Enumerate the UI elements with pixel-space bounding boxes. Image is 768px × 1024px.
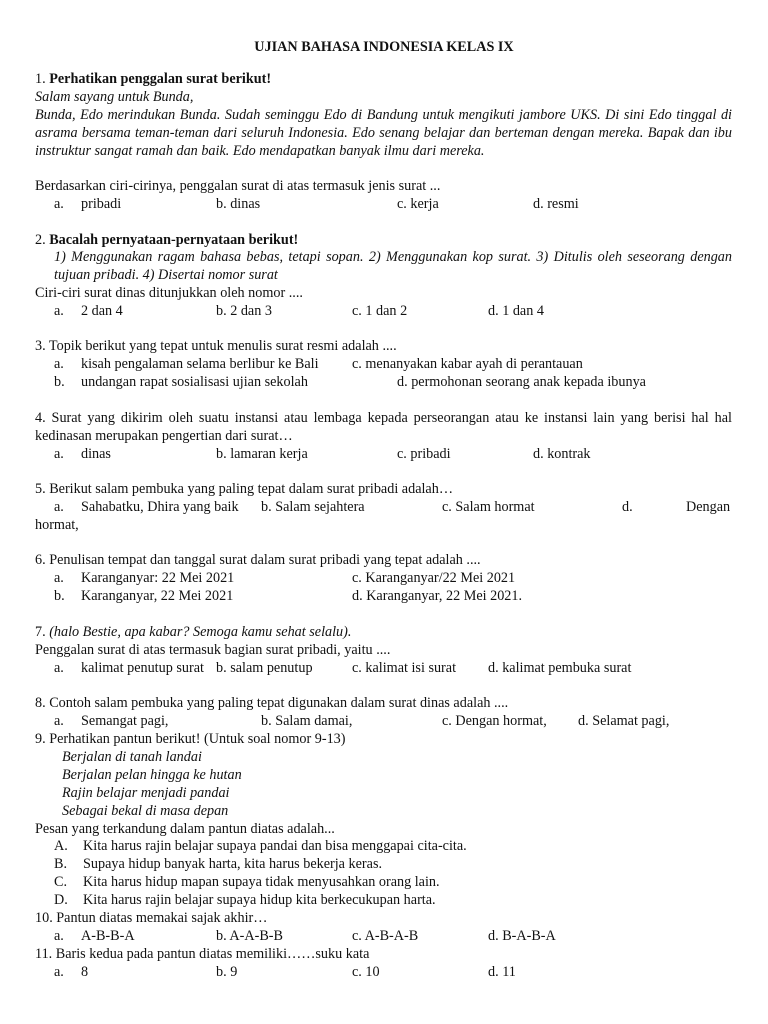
q10-option-a-label: a. xyxy=(54,928,64,944)
q8-option-a[interactable]: Semangat pagi, xyxy=(81,713,169,729)
q5-option-a-label: a. xyxy=(54,499,64,515)
q9-option-b-label: B. xyxy=(54,856,68,872)
question-8-text: 8. Contoh salam pembuka yang paling tepat digunakan dalam surat dinas adalah .... xyxy=(35,695,509,711)
q6-option-b[interactable]: Karanganyar, 22 Mei 2021 xyxy=(81,588,234,604)
q2-option-a[interactable]: 2 dan 4 xyxy=(81,303,123,319)
question-4-text: 4. Surat yang dikirim oleh suatu instansi atau lembaga kepada perseorangan atau ke instansi lain yang berisi hal hal kedinasan merupakan pengertian dari surat… xyxy=(35,410,732,444)
question-11-text: 11. Baris kedua pada pantun diatas memiliki……suku kata xyxy=(35,946,370,962)
question-1-text: Berdasarkan ciri-cirinya, penggalan surat di atas termasuk jenis surat ... xyxy=(35,178,441,194)
q6-option-d[interactable]: d. Karanganyar, 22 Mei 2021. xyxy=(352,588,523,604)
q8-option-c[interactable]: c. Dengan hormat, xyxy=(442,713,547,729)
q7-option-b[interactable]: b. salam penutup xyxy=(216,660,313,676)
q1-option-c[interactable]: c. kerja xyxy=(397,196,439,212)
q9-option-a-label: A. xyxy=(54,838,68,854)
question-1-instruction: Perhatikan penggalan surat berikut! xyxy=(49,71,272,87)
q11-option-d[interactable]: d. 11 xyxy=(488,964,516,980)
q10-option-d[interactable]: d. B-A-B-A xyxy=(488,928,556,944)
q10-option-c[interactable]: c. A-B-A-B xyxy=(352,928,419,944)
q11-option-b[interactable]: b. 9 xyxy=(216,964,238,980)
letter-greeting: Salam sayang untuk Bunda, xyxy=(35,89,194,105)
q4-option-a[interactable]: dinas xyxy=(81,446,111,462)
q5-option-d-label: d. xyxy=(622,499,633,515)
page-title: UJIAN BAHASA INDONESIA KELAS IX xyxy=(254,39,514,55)
q4-option-c[interactable]: c. pribadi xyxy=(397,446,451,462)
q7-option-c[interactable]: c. kalimat isi surat xyxy=(352,660,457,676)
pantun-line: Sebagai bekal di masa depan xyxy=(62,803,229,819)
q9-option-d[interactable]: Kita harus rajin belajar supaya hidup kita berkecukupan harta. xyxy=(83,892,436,908)
q7-option-a-label: a. xyxy=(54,660,64,676)
q5-option-a[interactable]: Sahabatku, Dhira yang baik xyxy=(81,499,239,515)
question-7-header xyxy=(35,623,351,641)
question-1-number: 1. xyxy=(35,71,46,87)
q6-option-a[interactable]: Karanganyar: 22 Mei 2021 xyxy=(81,570,235,586)
question-7-quote: (halo Bestie, apa kabar? Semoga kamu sehat selalu). xyxy=(49,624,352,640)
q2-option-b[interactable]: b. 2 dan 3 xyxy=(216,303,272,319)
question-2-text: Ciri-ciri surat dinas ditunjukkan oleh nomor .... xyxy=(35,285,303,301)
q3-option-b-label: b. xyxy=(54,374,65,390)
q8-option-a-label: a. xyxy=(54,713,64,729)
q3-option-b[interactable]: undangan rapat sosialisasi ujian sekolah xyxy=(81,374,308,390)
q8-option-b[interactable]: b. Salam damai, xyxy=(261,713,353,729)
q9-option-a[interactable]: Kita harus rajin belajar supaya pandai dan bisa menggapai cita-cita. xyxy=(83,838,467,854)
pantun-line: Rajin belajar menjadi pandai xyxy=(62,785,230,801)
q1-option-b[interactable]: b. dinas xyxy=(216,196,261,212)
question-7-text: Penggalan surat di atas termasuk bagian surat pribadi, yaitu .... xyxy=(35,642,391,658)
q1-option-a[interactable]: pribadi xyxy=(81,196,122,212)
q8-option-d[interactable]: d. Selamat pagi, xyxy=(578,713,670,729)
q4-option-a-label: a. xyxy=(54,446,64,462)
q7-option-a[interactable]: kalimat penutup surat xyxy=(81,660,204,676)
q2-option-d[interactable]: d. 1 dan 4 xyxy=(488,303,544,319)
question-7-number: 7. xyxy=(35,624,46,640)
q10-option-a[interactable]: A-B-B-A xyxy=(81,928,135,944)
q6-option-a-label: a. xyxy=(54,570,64,586)
letter-passage: Bunda, Edo merindukan Bunda. Sudah seminggu Edo di Bandung untuk mengikuti jambore UKS. Di sini Edo tinggal di asrama bersama teman-teman dari seluruh Indonesia. Edo senang belajar dan berteman dengan mereka. Bapak dan ibu instruktur sangat ramah dan baik. Edo mendapatkan banyak ilmu dari mereka. xyxy=(35,107,732,159)
question-5-text: 5. Berikut salam pembuka yang paling tepat dalam surat pribadi adalah… xyxy=(35,481,454,497)
q11-option-a[interactable]: 8 xyxy=(81,964,89,980)
question-2-statements: 1) Menggunakan ragam bahasa bebas, tetapi sopan. 2) Menggunakan kop surat. 3) Ditulis oleh seseorang dengan tujuan pribadi. 4) Disertai nomor surat xyxy=(54,249,732,283)
q9-option-b[interactable]: Supaya hidup banyak harta, kita harus bekerja keras. xyxy=(83,856,383,872)
question-1-header xyxy=(35,70,271,88)
q3-option-a[interactable]: kisah pengalaman selama berlibur ke Bali xyxy=(81,356,319,372)
q4-option-d[interactable]: d. kontrak xyxy=(533,446,591,462)
question-2-instruction: Bacalah pernyataan-pernyataan berikut! xyxy=(49,232,299,248)
pantun-line: Berjalan pelan hingga ke hutan xyxy=(62,767,242,783)
q10-option-b[interactable]: b. A-A-B-B xyxy=(216,928,283,944)
q11-option-a-label: a. xyxy=(54,964,64,980)
question-9-stem: Pesan yang terkandung dalam pantun diatas adalah... xyxy=(35,821,335,837)
q4-option-b[interactable]: b. lamaran kerja xyxy=(216,446,308,462)
q9-option-c-label: C. xyxy=(54,874,68,890)
q5-option-b[interactable]: b. Salam sejahtera xyxy=(261,499,365,515)
question-6-text: 6. Penulisan tempat dan tanggal surat dalam surat pribadi yang tepat adalah .... xyxy=(35,552,481,568)
question-3-text: 3. Topik berikut yang tepat untuk menulis surat resmi adalah .... xyxy=(35,338,397,354)
question-9-text: 9. Perhatikan pantun berikut! (Untuk soal nomor 9-13) xyxy=(35,731,346,747)
q2-option-c[interactable]: c. 1 dan 2 xyxy=(352,303,408,319)
q7-option-d[interactable]: d. kalimat pembuka surat xyxy=(488,660,632,676)
q6-option-c[interactable]: c. Karanganyar/22 Mei 2021 xyxy=(352,570,516,586)
q5-option-d-continuation[interactable]: hormat, xyxy=(35,517,79,533)
q11-option-c[interactable]: c. 10 xyxy=(352,964,380,980)
q5-option-d[interactable]: Dengan xyxy=(686,499,731,515)
q3-option-d[interactable]: d. permohonan seorang anak kepada ibunya xyxy=(397,374,646,390)
q3-option-c[interactable]: c. menanyakan kabar ayah di perantauan xyxy=(352,356,583,372)
q9-option-d-label: D. xyxy=(54,892,68,908)
q1-option-d[interactable]: d. resmi xyxy=(533,196,579,212)
pantun-line: Berjalan di tanah landai xyxy=(62,749,202,765)
q1-option-a-label: a. xyxy=(54,196,64,212)
q3-option-a-label: a. xyxy=(54,356,64,372)
question-2-number: 2. xyxy=(35,232,46,248)
q5-option-c[interactable]: c. Salam hormat xyxy=(442,499,535,515)
question-10-text: 10. Pantun diatas memakai sajak akhir… xyxy=(35,910,268,926)
q9-option-c[interactable]: Kita harus hidup mapan supaya tidak menyusahkan orang lain. xyxy=(83,874,440,890)
question-2-header xyxy=(35,231,298,249)
q2-option-a-label: a. xyxy=(54,303,64,319)
q6-option-b-label: b. xyxy=(54,588,65,604)
